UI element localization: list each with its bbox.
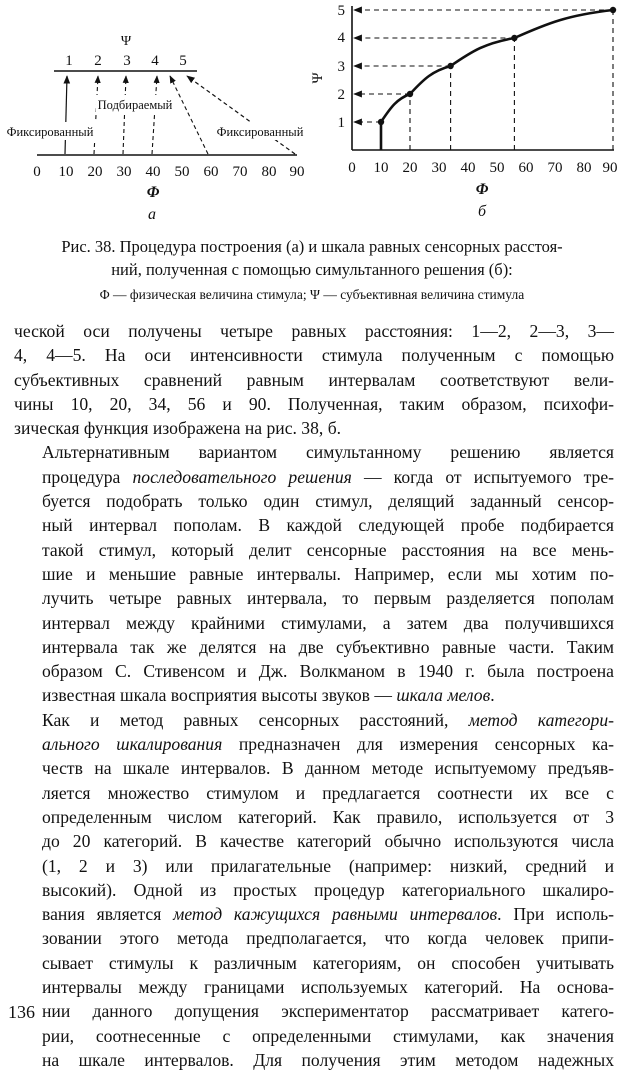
panel-b-x-ticks xyxy=(348,160,617,176)
text-run: нии данного допущения экспериментатор рассматривает катего- xyxy=(42,1001,614,1022)
label-fixed-right: Фиксированный xyxy=(216,125,304,139)
text-run: . xyxy=(490,685,495,706)
text-line xyxy=(14,611,614,635)
text-line: субъективных сравнений равным интервалам соответствуют вели- xyxy=(14,369,614,390)
text-run: Как и метод равных сенсорных расстояний, xyxy=(42,709,469,730)
caption-legend: Φ — физическая величина стимула; Ψ — субъективная величина стимула xyxy=(99,287,525,302)
x-tick-40: 40 xyxy=(460,160,476,176)
paragraph-1 xyxy=(14,319,614,440)
x-tick-10: 10 xyxy=(373,160,389,176)
text-line xyxy=(14,538,614,562)
text-line xyxy=(14,1048,614,1072)
text-run: (1, 2 и 3) или прилагательные (например: низкий, средний и xyxy=(42,855,614,876)
text-line: зическая функция изображена на рис. 38, б. xyxy=(14,418,342,439)
text-run: интервала так же делятся на две субъективно равные части. Таким xyxy=(42,636,614,657)
top-tick-4: 4 xyxy=(151,53,159,69)
y-tick-1: 1 xyxy=(337,115,345,131)
bottom-tick-40: 40 xyxy=(145,164,161,180)
data-point-3 xyxy=(511,35,517,41)
text-run: Альтернативным вариантом симультанному решению является xyxy=(42,442,614,463)
text-run: шие и меньшие равные интервалы. Например, если мы хотим по- xyxy=(42,563,614,584)
label-fixed-left: Фиксированный xyxy=(6,125,94,139)
panel-b-marks xyxy=(354,7,616,150)
text-run: такой стимул, который делит сенсорные расстояния на все мень- xyxy=(42,539,614,560)
text-run: высокий). Одной из простых процедур категориального шкалиро- xyxy=(42,879,614,900)
text-run: образом С. Стивенсом и Дж. Волкманом в 1940 г. была построена xyxy=(42,661,614,682)
text-line xyxy=(14,489,614,513)
paragraph-2 xyxy=(14,440,614,707)
caption-line-1: Рис. 38. Процедура построения (а) и шкала равных сенсорных расстоя- xyxy=(61,237,563,256)
bottom-tick-60: 60 xyxy=(203,164,219,180)
arrow-fixed-right xyxy=(187,76,295,154)
panel-a-bottom-ticks xyxy=(33,164,304,180)
text-run: ный интервал пополам. В каждой следующей пробе подбирается xyxy=(42,515,614,536)
text-line xyxy=(14,926,614,950)
text-run: интервал между крайними стимулами, а затем два получившихся xyxy=(42,612,614,633)
x-tick-90: 90 xyxy=(602,160,618,176)
text-run: буется подобрать только один стимул, делящий заданный сенсор- xyxy=(42,491,614,512)
text-run: интервалы между границами используемых категорий. На основа- xyxy=(42,977,614,998)
arrow-adjusted-2 xyxy=(123,76,126,154)
text-line xyxy=(14,440,614,464)
panel-a-letter: а xyxy=(148,206,156,223)
top-tick-3: 3 xyxy=(123,53,131,69)
text-run: известная шкала восприятия высоты звуков — xyxy=(42,685,397,706)
italic-term: ального шкалирования xyxy=(42,734,223,755)
text-run: до 20 категорий. В качестве категорий обычно используются числа xyxy=(42,831,614,852)
text-run: — когда от испытуемого тре- xyxy=(351,466,614,487)
text-line xyxy=(14,708,614,732)
x-tick-30: 30 xyxy=(431,160,447,176)
bottom-tick-0: 0 xyxy=(33,164,41,180)
y-tick-2: 2 xyxy=(337,87,345,103)
text-line xyxy=(14,902,614,926)
text-run: . При исполь- xyxy=(497,904,614,925)
data-point-2 xyxy=(447,63,453,69)
arrow-adjusted-1 xyxy=(94,76,98,154)
text-line xyxy=(14,999,614,1023)
panel-b-y-ticks xyxy=(338,3,346,131)
italic-term: шкала мелов xyxy=(396,685,491,706)
text-line: ческой оси получены четыре равных расстояния: 1—2, 2—3, 3— xyxy=(14,321,614,341)
italic-term: метод категори- xyxy=(468,709,614,730)
italic-term: метод кажущихся равными интервалов xyxy=(173,904,498,925)
data-point-1 xyxy=(407,91,413,97)
x-tick-0: 0 xyxy=(348,160,356,176)
psychophysical-function-curve xyxy=(381,10,613,150)
panel-b-letter: б xyxy=(477,203,487,220)
y-tick-5: 5 xyxy=(337,3,345,19)
arrow-fixed-left xyxy=(65,76,67,154)
panel-a xyxy=(2,34,308,223)
figure-caption xyxy=(14,235,610,305)
bottom-tick-90: 90 xyxy=(289,164,305,180)
text-run: определенным числом категорий. Как правило, используется от 3 xyxy=(42,806,614,827)
bottom-tick-10: 10 xyxy=(58,164,74,180)
body-text xyxy=(14,319,614,1072)
bottom-tick-30: 30 xyxy=(116,164,132,180)
text-line: чины 10, 20, 34, 56 и 90. Полученная, таким образом, психофи- xyxy=(14,393,614,414)
text-line xyxy=(14,781,614,805)
text-line xyxy=(14,878,614,902)
bottom-tick-20: 20 xyxy=(87,164,103,180)
text-line xyxy=(14,562,614,586)
x-tick-50: 50 xyxy=(489,160,505,176)
italic-term: последовательного решения xyxy=(132,466,352,487)
text-line: 4, 4—5. На оси интенсивности стимула полученным с помощью xyxy=(14,345,614,366)
text-run: сывает стимулы к различным категориям, он способен учитывать xyxy=(42,952,614,973)
caption-line-2: ний, полученная с помощью симультанного решения (б): xyxy=(111,260,513,279)
panel-a-top-ticks xyxy=(65,53,187,69)
text-run: рии, соотнесенные с определенными стимулами, как значения xyxy=(42,1025,614,1046)
paragraph-3 xyxy=(14,708,614,1072)
top-tick-2: 2 xyxy=(94,53,102,69)
text-line xyxy=(14,465,614,489)
arrow-adjusted-3 xyxy=(152,76,157,154)
text-line xyxy=(14,951,614,975)
text-run: на шкале интервалов. Для получения этим методом надежных xyxy=(42,1049,614,1070)
text-line xyxy=(14,513,614,537)
text-line xyxy=(14,586,614,610)
bottom-tick-50: 50 xyxy=(174,164,190,180)
text-run: процедура xyxy=(42,466,133,487)
top-tick-1: 1 xyxy=(65,53,73,69)
text-run: вания является xyxy=(42,904,174,925)
text-line xyxy=(14,805,614,829)
panel-a-phi-label: Φ xyxy=(146,184,160,201)
text-run: честв на шкале интервалов. В данном методе испытуемому предъяв- xyxy=(42,758,614,779)
text-run: ляется множество стимулом и предлагается соотнести их все с xyxy=(42,782,614,803)
text-line xyxy=(14,829,614,853)
panel-b xyxy=(310,3,618,220)
text-line xyxy=(14,854,614,878)
bottom-tick-80: 80 xyxy=(261,164,277,180)
text-line xyxy=(14,756,614,780)
text-line xyxy=(14,659,614,683)
figure-38 xyxy=(0,0,620,230)
data-point-4 xyxy=(610,7,616,13)
text-line xyxy=(14,1024,614,1048)
x-tick-20: 20 xyxy=(402,160,418,176)
x-tick-80: 80 xyxy=(576,160,592,176)
text-line xyxy=(14,683,614,707)
text-line xyxy=(14,975,614,999)
label-adjusted: Подбираемый xyxy=(97,98,173,112)
y-tick-3: 3 xyxy=(337,59,345,75)
text-line xyxy=(14,732,614,756)
top-tick-5: 5 xyxy=(179,53,187,69)
page-number: 136 xyxy=(8,1002,35,1022)
panel-b-y-label: Ψ xyxy=(310,72,326,84)
data-point-0 xyxy=(378,119,384,125)
text-run: зовании этого метода предполагается, что когда человек припи- xyxy=(42,928,614,949)
bottom-tick-70: 70 xyxy=(232,164,248,180)
text-line xyxy=(14,635,614,659)
text-run: предназначен для измерения сенсорных ка- xyxy=(222,734,614,755)
panel-b-x-label: Φ xyxy=(475,181,489,198)
x-tick-60: 60 xyxy=(518,160,534,176)
panel-a-psi-label: Ψ xyxy=(120,34,132,49)
text-run: лучить четыре равных интервала, то первым разделяется пополам xyxy=(42,588,614,609)
x-tick-70: 70 xyxy=(547,160,563,176)
y-tick-4: 4 xyxy=(337,30,345,46)
